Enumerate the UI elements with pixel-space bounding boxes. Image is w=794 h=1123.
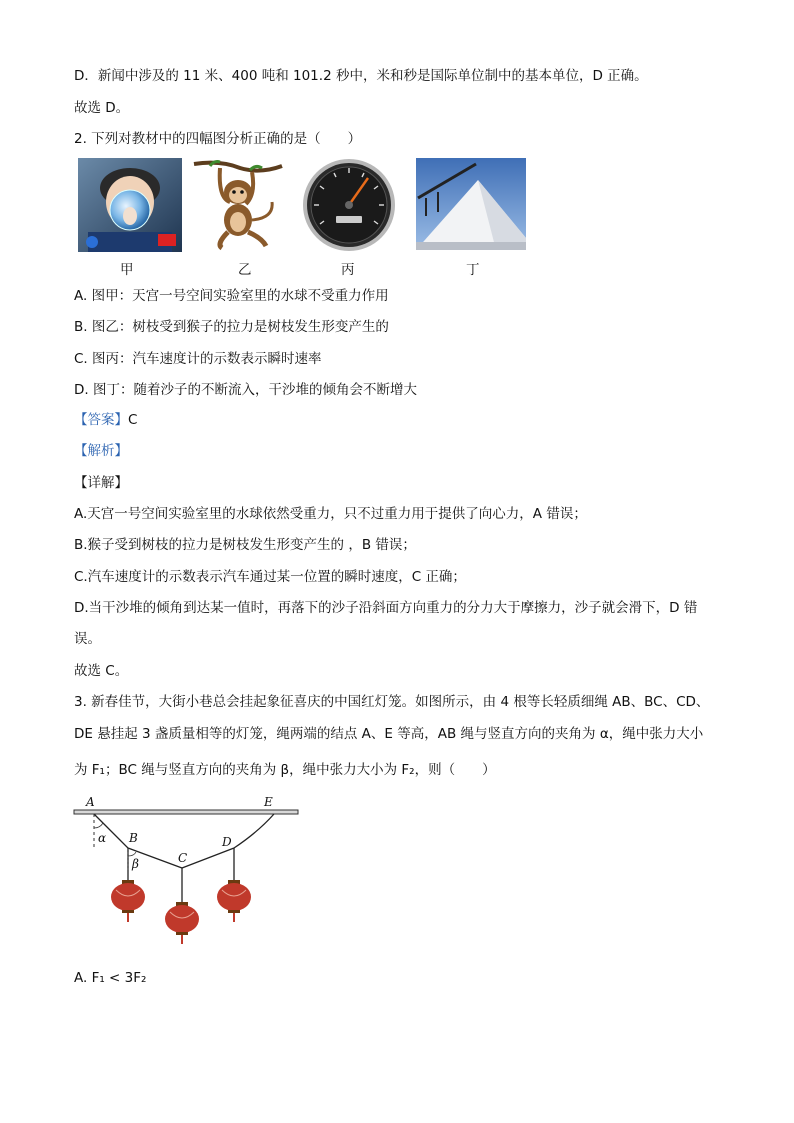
option-c: C. 图丙：汽车速度计的示数表示瞬时速率 (74, 351, 322, 367)
caption-bing: 丙 (341, 262, 355, 278)
label-e: E (264, 795, 273, 809)
option-d: D. 图丁：随着沙子的不断流入，干沙堆的倾角会不断增大 (74, 382, 417, 398)
answer-line (74, 410, 137, 430)
option-a: A. 图甲：天宫一号空间实验室里的水球不受重力作用 (74, 288, 389, 304)
detail-tag: 【详解】 (74, 475, 128, 491)
label-c: C (178, 851, 188, 865)
figure-jia-image (78, 158, 182, 252)
lantern-b (111, 880, 145, 922)
question-3-line1: 3. 新春佳节，大街小巷总会挂起象征喜庆的中国红灯笼。如图所示，由 4 根等长轻质细绳 AB、BC、CD、 (74, 694, 710, 710)
detail-d-line1: D.当干沙堆的倾角到达某一值时，再落下的沙子沿斜面方向重力的分力大于摩擦力，沙子就会滑下，D 错 (74, 600, 698, 616)
detail-a: A.天宫一号空间实验室里的水球依然受重力，只不过重力用于提供了向心力，A 错误； (74, 506, 587, 522)
question-2: 2. 下列对教材中的四幅图分析正确的是（ ） (74, 131, 362, 147)
caption-yi: 乙 (238, 262, 252, 278)
label-alpha: α (98, 831, 107, 845)
detail-c: C.汽车速度计的示数表示汽车通过某一位置的瞬时速度，C 正确； (74, 569, 466, 585)
option-a-q3: A. F₁ < 3F₂ (74, 970, 147, 986)
figure-yi-image (190, 158, 286, 252)
label-a: A (86, 795, 95, 809)
caption-ding: 丁 (466, 262, 480, 278)
choose-c: 故选 C。 (74, 663, 129, 679)
label-d: D (222, 835, 232, 849)
line-d-conclusion: D．新闻中涉及的 11 米、400 吨和 101.2 秒中，米和秒是国际单位制中的基本单位，D 正确。 (74, 68, 648, 84)
analysis-tag: 【解析】 (74, 443, 128, 459)
option-b: B. 图乙：树枝受到猴子的拉力是树枝发生形变产生的 (74, 319, 389, 335)
figure-bing-image (300, 158, 398, 252)
detail-d-line2: 误。 (74, 631, 101, 647)
figure-ding-image (416, 158, 526, 250)
label-b: B (129, 831, 138, 845)
lantern-c (165, 902, 199, 944)
detail-b: B.猴子受到树枝的拉力是树枝发生形变产生的 ，B 错误； (74, 537, 416, 553)
question-3-line3: 为 F₁；BC 绳与竖直方向的夹角为 β，绳中张力大小为 F₂，则（ ） (74, 762, 496, 778)
lantern-diagram (68, 792, 304, 952)
caption-jia: 甲 (120, 262, 134, 278)
label-beta: β (132, 857, 139, 871)
line-choose-d: 故选 D。 (74, 100, 130, 116)
question-3-line2: DE 悬挂起 3 盏质量相等的灯笼，绳两端的结点 A、E 等高，AB 绳与竖直方向的夹角为 α，绳中张力大小 (74, 726, 704, 742)
lantern-d (217, 880, 251, 922)
answer-tag: 【答案】 (74, 412, 128, 428)
answer-value: C (128, 412, 138, 428)
